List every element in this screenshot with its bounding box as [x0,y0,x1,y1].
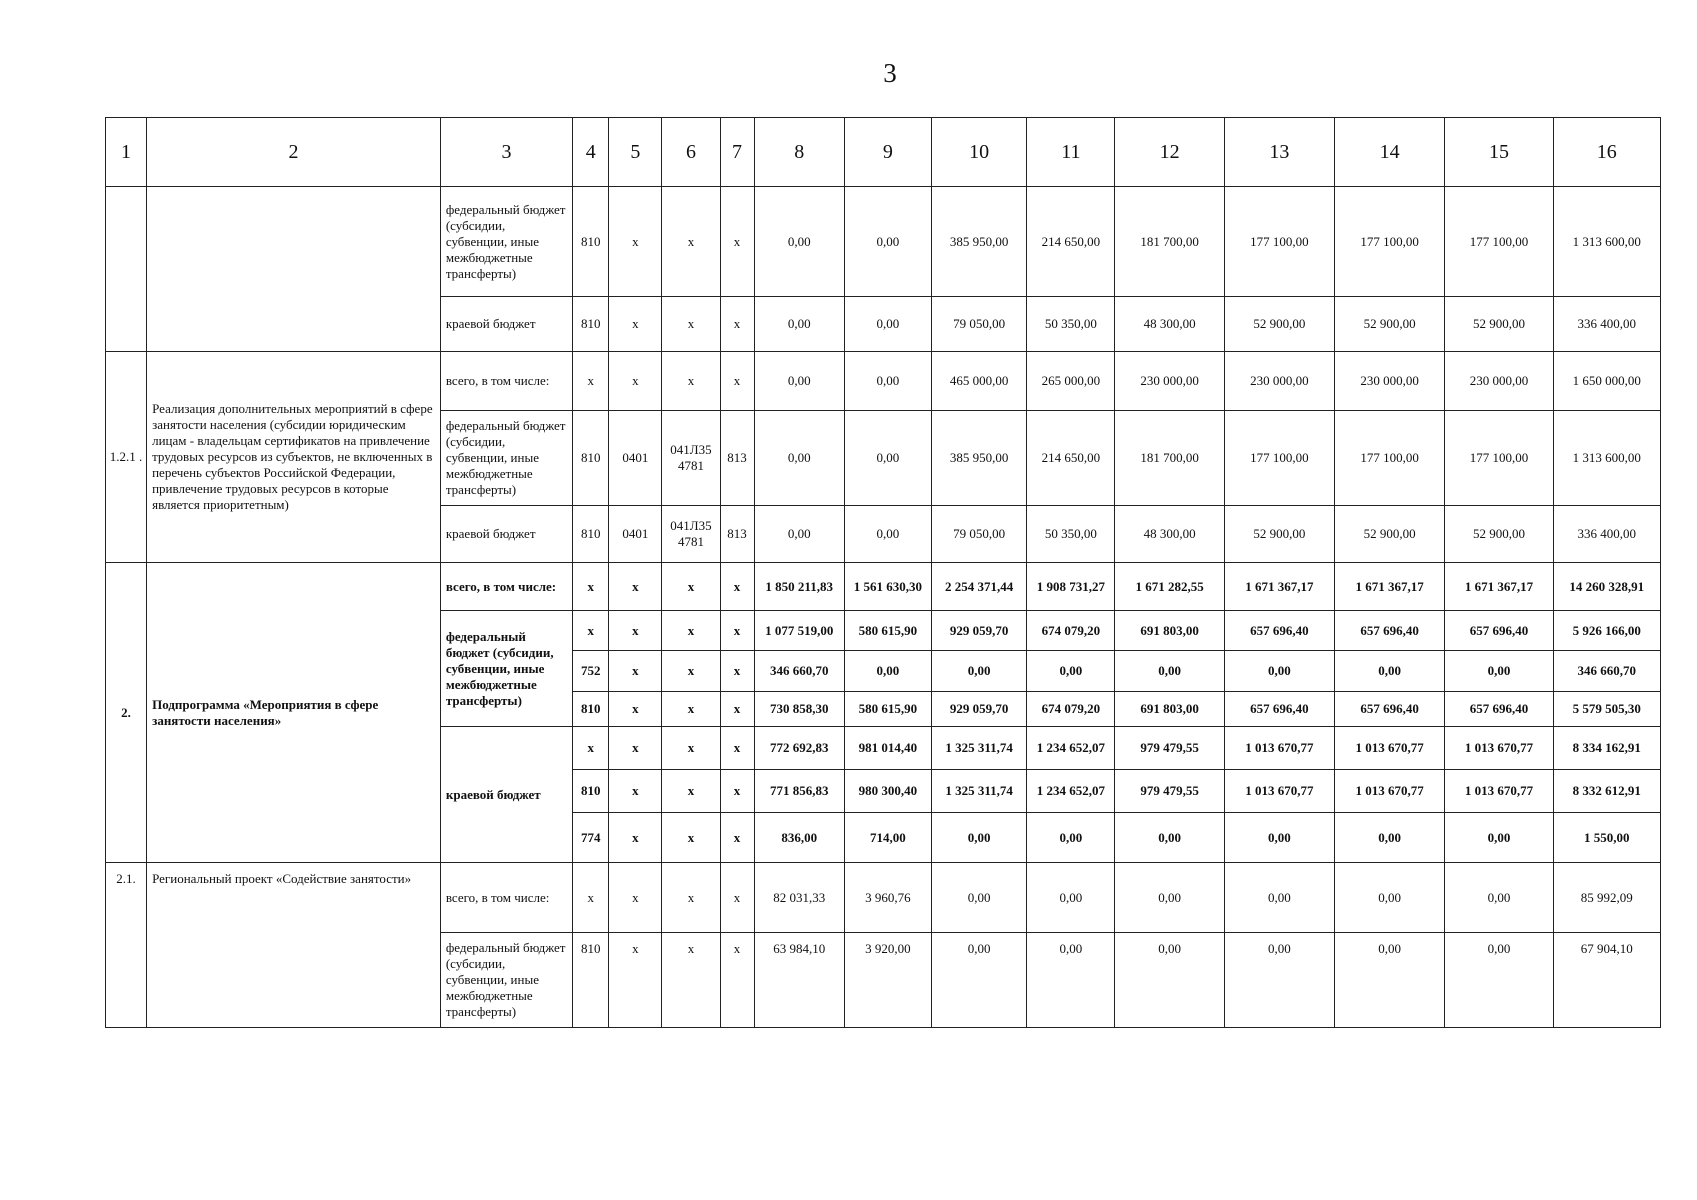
cell-value: 0,00 [844,506,931,563]
header-cell: 1 [106,118,147,187]
cell-value: 1 325 311,74 [932,770,1027,813]
cell-code: 752 [573,651,609,692]
cell-value: 1 671 367,17 [1224,563,1334,611]
cell-value: 657 696,40 [1445,611,1553,651]
cell-code: 810 [573,411,609,506]
header-cell: 15 [1445,118,1553,187]
cell-value: 714,00 [844,813,931,863]
cell-value: 1 234 652,07 [1027,727,1115,770]
cell-value: 580 615,90 [844,692,931,727]
funding-source: федеральный бюджет (субсидии, субвенции, иные межбюджетные трансферты) [440,411,572,506]
cell-value: 52 900,00 [1224,506,1334,563]
cell-value: 0,00 [754,297,844,352]
cell-code: x [609,933,662,1028]
cell-value: 346 660,70 [754,651,844,692]
cell-value: 980 300,40 [844,770,931,813]
cell-value: 0,00 [1224,863,1334,933]
cell-code: x [720,863,754,933]
cell-code: 774 [573,813,609,863]
cell-code: 810 [573,187,609,297]
header-cell: 2 [147,118,441,187]
item-name: Региональный проект «Содействие занятости» [147,863,441,1028]
table-row [106,352,1661,411]
cell-value: 52 900,00 [1335,506,1445,563]
cell-value: 929 059,70 [932,692,1027,727]
cell-value: 0,00 [844,352,931,411]
cell-value: 1 671 367,17 [1445,563,1553,611]
table-row [106,187,1661,297]
cell-code: x [720,297,754,352]
funding-source: федеральный бюджет (субсидии, субвенции, иные межбюджетные трансферты) [440,187,572,297]
cell-value: 50 350,00 [1027,297,1115,352]
cell-value: 0,00 [1115,651,1224,692]
cell-value: 336 400,00 [1553,297,1660,352]
cell-value: 5 579 505,30 [1553,692,1660,727]
cell-value: 1 850 211,83 [754,563,844,611]
cell-value: 0,00 [1027,933,1115,1028]
cell-value: 63 984,10 [754,933,844,1028]
cell-value: 1 013 670,77 [1445,770,1553,813]
header-cell: 14 [1335,118,1445,187]
cell-code: x [720,563,754,611]
cell-value: 385 950,00 [932,411,1027,506]
cell-value: 177 100,00 [1335,411,1445,506]
cell-value: 1 013 670,77 [1445,727,1553,770]
cell-value: 580 615,90 [844,611,931,651]
cell-value: 0,00 [844,297,931,352]
cell-value: 82 031,33 [754,863,844,933]
cell-code: x [662,933,720,1028]
cell-value: 52 900,00 [1224,297,1334,352]
cell-value: 674 079,20 [1027,692,1115,727]
cell-value: 836,00 [754,813,844,863]
cell-value: 181 700,00 [1115,411,1224,506]
cell-value: 0,00 [844,411,931,506]
cell-value: 52 900,00 [1445,506,1553,563]
cell-value: 181 700,00 [1115,187,1224,297]
table-row [106,863,1661,933]
cell-value: 0,00 [1335,813,1445,863]
cell-code: x [720,352,754,411]
cell-code: x [662,297,720,352]
cell-value: 657 696,40 [1445,692,1553,727]
cell-value: 1 234 652,07 [1027,770,1115,813]
cell-code: x [609,187,662,297]
funding-source: краевой бюджет [440,727,572,863]
cell-value: 14 260 328,91 [1553,563,1660,611]
header-row [106,118,1661,187]
cell-value: 657 696,40 [1224,692,1334,727]
cell-code: 810 [573,692,609,727]
header-cell: 13 [1224,118,1334,187]
item-number: 2. [106,563,147,863]
cell-value: 230 000,00 [1224,352,1334,411]
item-name: Подпрограмма «Мероприятия в сфере занятости населения» [147,563,441,863]
cell-value: 0,00 [1224,813,1334,863]
header-cell: 6 [662,118,720,187]
page-number: 3 [883,58,897,88]
item-number [106,187,147,352]
header-cell: 10 [932,118,1027,187]
cell-value: 52 900,00 [1445,297,1553,352]
cell-value: 1 077 519,00 [754,611,844,651]
cell-value: 1 013 670,77 [1335,727,1445,770]
cell-code: 0401 [609,506,662,563]
cell-value: 0,00 [1224,651,1334,692]
cell-value: 0,00 [932,651,1027,692]
cell-code: 810 [573,297,609,352]
cell-value: 730 858,30 [754,692,844,727]
cell-value: 0,00 [1335,863,1445,933]
cell-value: 2 254 371,44 [932,563,1027,611]
header-cell: 4 [573,118,609,187]
cell-value: 0,00 [754,352,844,411]
cell-value: 0,00 [1445,651,1553,692]
cell-value: 0,00 [754,411,844,506]
funding-source: краевой бюджет [440,297,572,352]
header-cell: 9 [844,118,931,187]
cell-value: 177 100,00 [1224,411,1334,506]
funding-source: краевой бюджет [440,506,572,563]
header-cell: 7 [720,118,754,187]
header-cell: 12 [1115,118,1224,187]
cell-value: 1 671 282,55 [1115,563,1224,611]
cell-code: x [662,863,720,933]
cell-code: x [720,651,754,692]
cell-value: 657 696,40 [1335,611,1445,651]
cell-value: 1 013 670,77 [1224,727,1334,770]
cell-value: 0,00 [1027,863,1115,933]
cell-value: 48 300,00 [1115,506,1224,563]
cell-value: 214 650,00 [1027,187,1115,297]
cell-value: 346 660,70 [1553,651,1660,692]
cell-value: 8 332 612,91 [1553,770,1660,813]
cell-code: x [662,727,720,770]
cell-value: 1 650 000,00 [1553,352,1660,411]
cell-value: 1 313 600,00 [1553,411,1660,506]
cell-value: 5 926 166,00 [1553,611,1660,651]
item-number: 2.1. [106,863,147,1028]
cell-code: 041Л35 4781 [662,411,720,506]
cell-code: x [662,692,720,727]
cell-value: 0,00 [754,187,844,297]
cell-code: x [720,727,754,770]
cell-code: 813 [720,506,754,563]
cell-code: x [609,727,662,770]
cell-code: x [609,352,662,411]
cell-value: 79 050,00 [932,506,1027,563]
cell-value: 177 100,00 [1445,411,1553,506]
cell-value: 691 803,00 [1115,692,1224,727]
cell-code: x [609,651,662,692]
cell-value: 657 696,40 [1224,611,1334,651]
cell-code: x [662,813,720,863]
header-cell: 5 [609,118,662,187]
item-number: 1.2.1 . [106,352,147,563]
cell-value: 1 313 600,00 [1553,187,1660,297]
cell-value: 0,00 [932,863,1027,933]
cell-value: 0,00 [1027,813,1115,863]
cell-code: x [662,770,720,813]
cell-code: x [573,611,609,651]
cell-value: 0,00 [844,651,931,692]
cell-value: 265 000,00 [1027,352,1115,411]
cell-code: x [573,863,609,933]
cell-value: 0,00 [1335,933,1445,1028]
cell-value: 230 000,00 [1115,352,1224,411]
cell-value: 1 908 731,27 [1027,563,1115,611]
cell-value: 465 000,00 [932,352,1027,411]
cell-value: 691 803,00 [1115,611,1224,651]
header-cell: 11 [1027,118,1115,187]
cell-value: 177 100,00 [1445,187,1553,297]
cell-value: 85 992,09 [1553,863,1660,933]
cell-code: x [609,813,662,863]
cell-code: x [609,692,662,727]
cell-value: 771 856,83 [754,770,844,813]
budget-table [105,117,1661,1028]
cell-code: x [662,563,720,611]
item-name: Реализация дополнительных мероприятий в сфере занятости населения (субсидии юридическим лицам - владельцам сертификатов на привлечение трудовых ресурсов из субъектов, не включенных в перечень субъектов Российской Федерации, привлечение трудовых ресурсов в которые является приоритетным) [147,352,441,563]
cell-code: 810 [573,933,609,1028]
cell-value: 230 000,00 [1445,352,1553,411]
cell-value: 0,00 [1115,813,1224,863]
cell-value: 979 479,55 [1115,727,1224,770]
cell-value: 52 900,00 [1335,297,1445,352]
cell-code: x [609,770,662,813]
cell-value: 1 325 311,74 [932,727,1027,770]
cell-code: 810 [573,770,609,813]
cell-value: 177 100,00 [1224,187,1334,297]
cell-value: 336 400,00 [1553,506,1660,563]
cell-value: 177 100,00 [1335,187,1445,297]
cell-code: x [720,813,754,863]
cell-value: 0,00 [932,933,1027,1028]
funding-source: всего, в том числе: [440,563,572,611]
cell-value: 979 479,55 [1115,770,1224,813]
header-cell: 8 [754,118,844,187]
cell-value: 0,00 [1445,863,1553,933]
cell-value: 981 014,40 [844,727,931,770]
cell-value: 0,00 [1224,933,1334,1028]
header-cell: 3 [440,118,572,187]
cell-value: 67 904,10 [1553,933,1660,1028]
cell-code: 810 [573,506,609,563]
cell-code: x [720,611,754,651]
cell-value: 214 650,00 [1027,411,1115,506]
cell-code: x [609,863,662,933]
cell-value: 929 059,70 [932,611,1027,651]
funding-source: всего, в том числе: [440,863,572,933]
cell-value: 1 561 630,30 [844,563,931,611]
cell-value: 772 692,83 [754,727,844,770]
cell-value: 1 013 670,77 [1335,770,1445,813]
cell-code: 813 [720,411,754,506]
cell-value: 1 671 367,17 [1335,563,1445,611]
cell-code: x [662,611,720,651]
cell-value: 0,00 [1115,863,1224,933]
cell-value: 385 950,00 [932,187,1027,297]
cell-code: 0401 [609,411,662,506]
cell-value: 8 334 162,91 [1553,727,1660,770]
funding-source: федеральный бюджет (субсидии, субвенции, иные межбюджетные трансферты) [440,933,572,1028]
cell-code: x [720,692,754,727]
cell-code: x [609,563,662,611]
cell-value: 1 550,00 [1553,813,1660,863]
funding-source: федеральный бюджет (субсидии, субвенции, иные межбюджетные трансферты) [440,611,572,727]
cell-code: x [609,611,662,651]
cell-value: 0,00 [1445,813,1553,863]
cell-value: 0,00 [932,813,1027,863]
cell-code: x [662,187,720,297]
cell-value: 230 000,00 [1335,352,1445,411]
cell-value: 674 079,20 [1027,611,1115,651]
cell-code: x [573,727,609,770]
cell-value: 1 013 670,77 [1224,770,1334,813]
table-row [106,563,1661,611]
cell-code: x [720,770,754,813]
cell-code: x [662,352,720,411]
cell-value: 0,00 [1027,651,1115,692]
cell-code: x [662,651,720,692]
cell-value: 0,00 [1115,933,1224,1028]
cell-value: 657 696,40 [1335,692,1445,727]
cell-value: 50 350,00 [1027,506,1115,563]
cell-code: x [720,187,754,297]
cell-value: 79 050,00 [932,297,1027,352]
cell-code: x [573,563,609,611]
cell-value: 0,00 [1335,651,1445,692]
cell-code: 041Л35 4781 [662,506,720,563]
cell-code: x [720,933,754,1028]
cell-code: x [573,352,609,411]
funding-source: всего, в том числе: [440,352,572,411]
cell-value: 3 920,00 [844,933,931,1028]
cell-value: 3 960,76 [844,863,931,933]
cell-value: 0,00 [754,506,844,563]
cell-code: x [609,297,662,352]
cell-value: 0,00 [1445,933,1553,1028]
item-name [147,187,441,352]
cell-value: 48 300,00 [1115,297,1224,352]
cell-value: 0,00 [844,187,931,297]
header-cell: 16 [1553,118,1660,187]
